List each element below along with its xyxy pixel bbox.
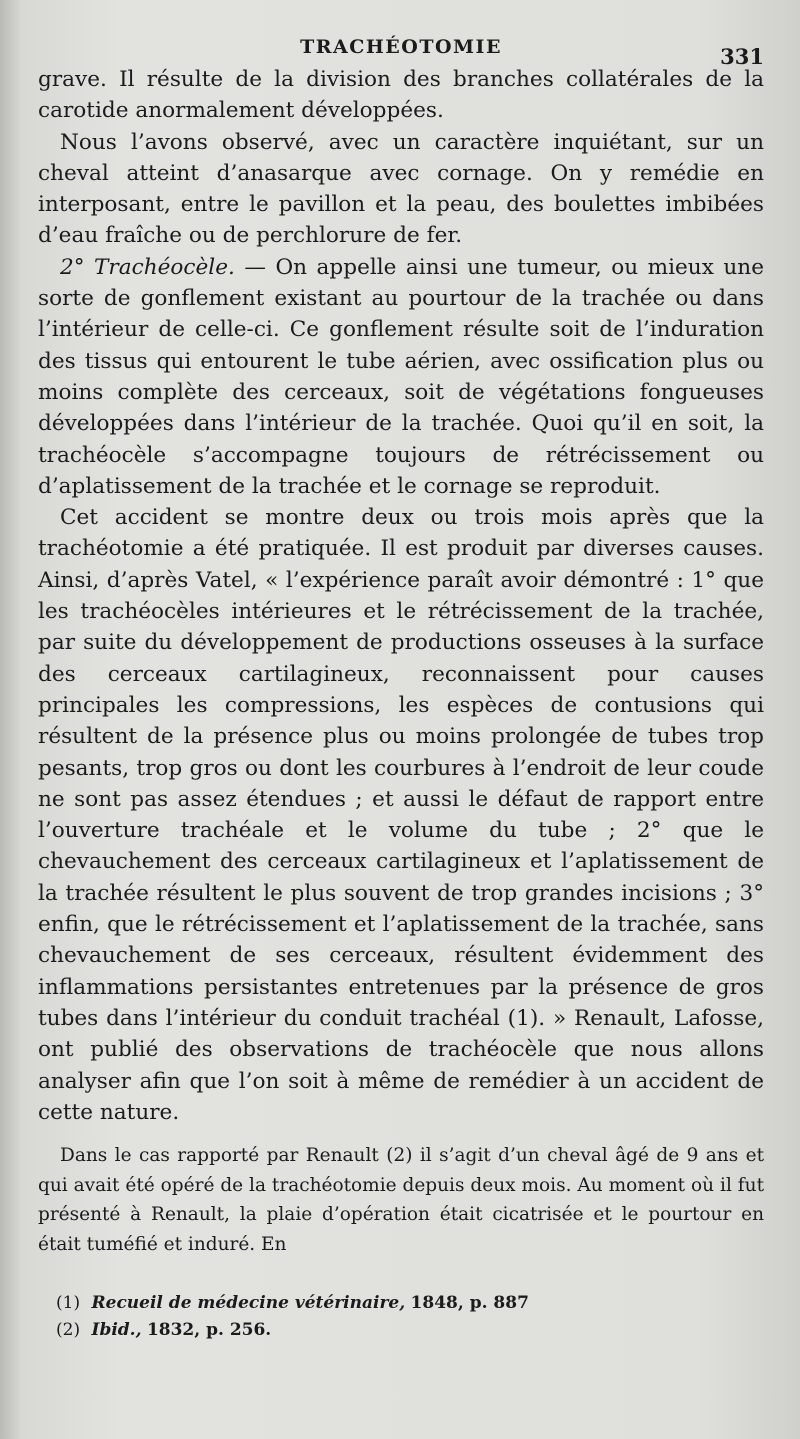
footnote (38, 1290, 764, 1317)
footnote-detail: 1848, p. 887 (410, 1293, 529, 1314)
footnotes (38, 1290, 764, 1344)
small-print-paragraph: Dans le cas rapporté par Renault (2) il s’agit d’un cheval âgé de 9 ans et qui avait été opéré de la trachéotomie depuis deux mois. Au moment où il fut présenté à Renault, la plaie d’opération était cicatrisée et le pourtour en était tuméfié et induré. En (38, 1145, 764, 1255)
paragraph-text: grave. Il résulte de la division des branches collatérales de la carotide anormalement développées. (38, 67, 764, 124)
running-title: TRACHÉOTOMIE (300, 36, 502, 58)
page-number: 331 (720, 44, 764, 69)
paragraph-text: On appelle ainsi une tumeur, ou mieux une sorte de gonflement existant au pourtour de la trachée ou dans l’intérieur de celle-ci. Ce gonflement résulte soit de l’induration des tissus qui entourent le tube aérien, avec ossification plus ou moins complète des cerceaux, soit de végétations fongueuses développées dans l’intérieur de la trachée. Quoi qu’il en soit, la trachéocèle s’accompagne toujours de rétrécissement ou d’aplatissement de la trachée et le cornage se reproduit. (38, 254, 764, 499)
footnote-source: Ibid., (91, 1320, 142, 1341)
paragraph-text: Cet accident se montre deux ou trois mois après que la trachéotomie a été pratiquée. Il est produit par diverses causes. Ainsi, d’après Vatel, « l’expérience paraît avoir démontré : 1° que les trachéocèles intérieures et le rétrécissement de la trachée, par suite du développement de productions osseuses à la surface des cerceaux cartilagineux, reconnaissent pour causes principales les compressions, les espèces de contusions qui résultent de la présence plus ou moins prolongée de tubes trop pesants, trop gros ou dont les courbures à l’endroit de leur coude ne sont pas assez étendues ; et aussi le défaut de rapport entre l’ouverture trachéale et le volume du tube ; 2° que le chevauchement des cerceaux cartilagineux et l’aplatissement de la trachée résultent le plus souvent de trop grandes incisions ; 3° enfin, que le rétrécissement et l’aplatissement de la trachée, sans chevauchement de ses cerceaux, résultent évidemment des inflammations persistantes entretenues par la présence de gros tubes dans l’intérieur du conduit trachéal (1). » Renault, Lafosse, ont publié des observations de trachéocèle que nous allons analyser afin que l’on soit à même de remédier à un accident de cette nature. (38, 505, 764, 1125)
paragraph (38, 252, 764, 502)
paragraph (38, 502, 764, 1128)
footnote-detail: 1832, p. 256. (146, 1320, 272, 1341)
footnote-number: (1) (56, 1293, 81, 1314)
running-head (38, 30, 764, 69)
footnote-source: Recueil de médecine vétérinaire, (91, 1293, 406, 1314)
footnote-number: (2) (56, 1320, 81, 1341)
body-text (38, 64, 764, 1259)
paragraph (38, 64, 764, 127)
paragraph-text: Nous l’avons observé, avec un caractère inquiétant, sur un cheval atteint d’anasarque avec cornage. On y remédie en interposant, entre le pavillon et la peau, des boulettes imbibées d’eau fraîche ou de perchlorure de fer. (38, 129, 764, 249)
paragraph (38, 127, 764, 252)
footnote (38, 1317, 764, 1344)
section-heading: 2° Trachéocèle. — (60, 254, 266, 280)
